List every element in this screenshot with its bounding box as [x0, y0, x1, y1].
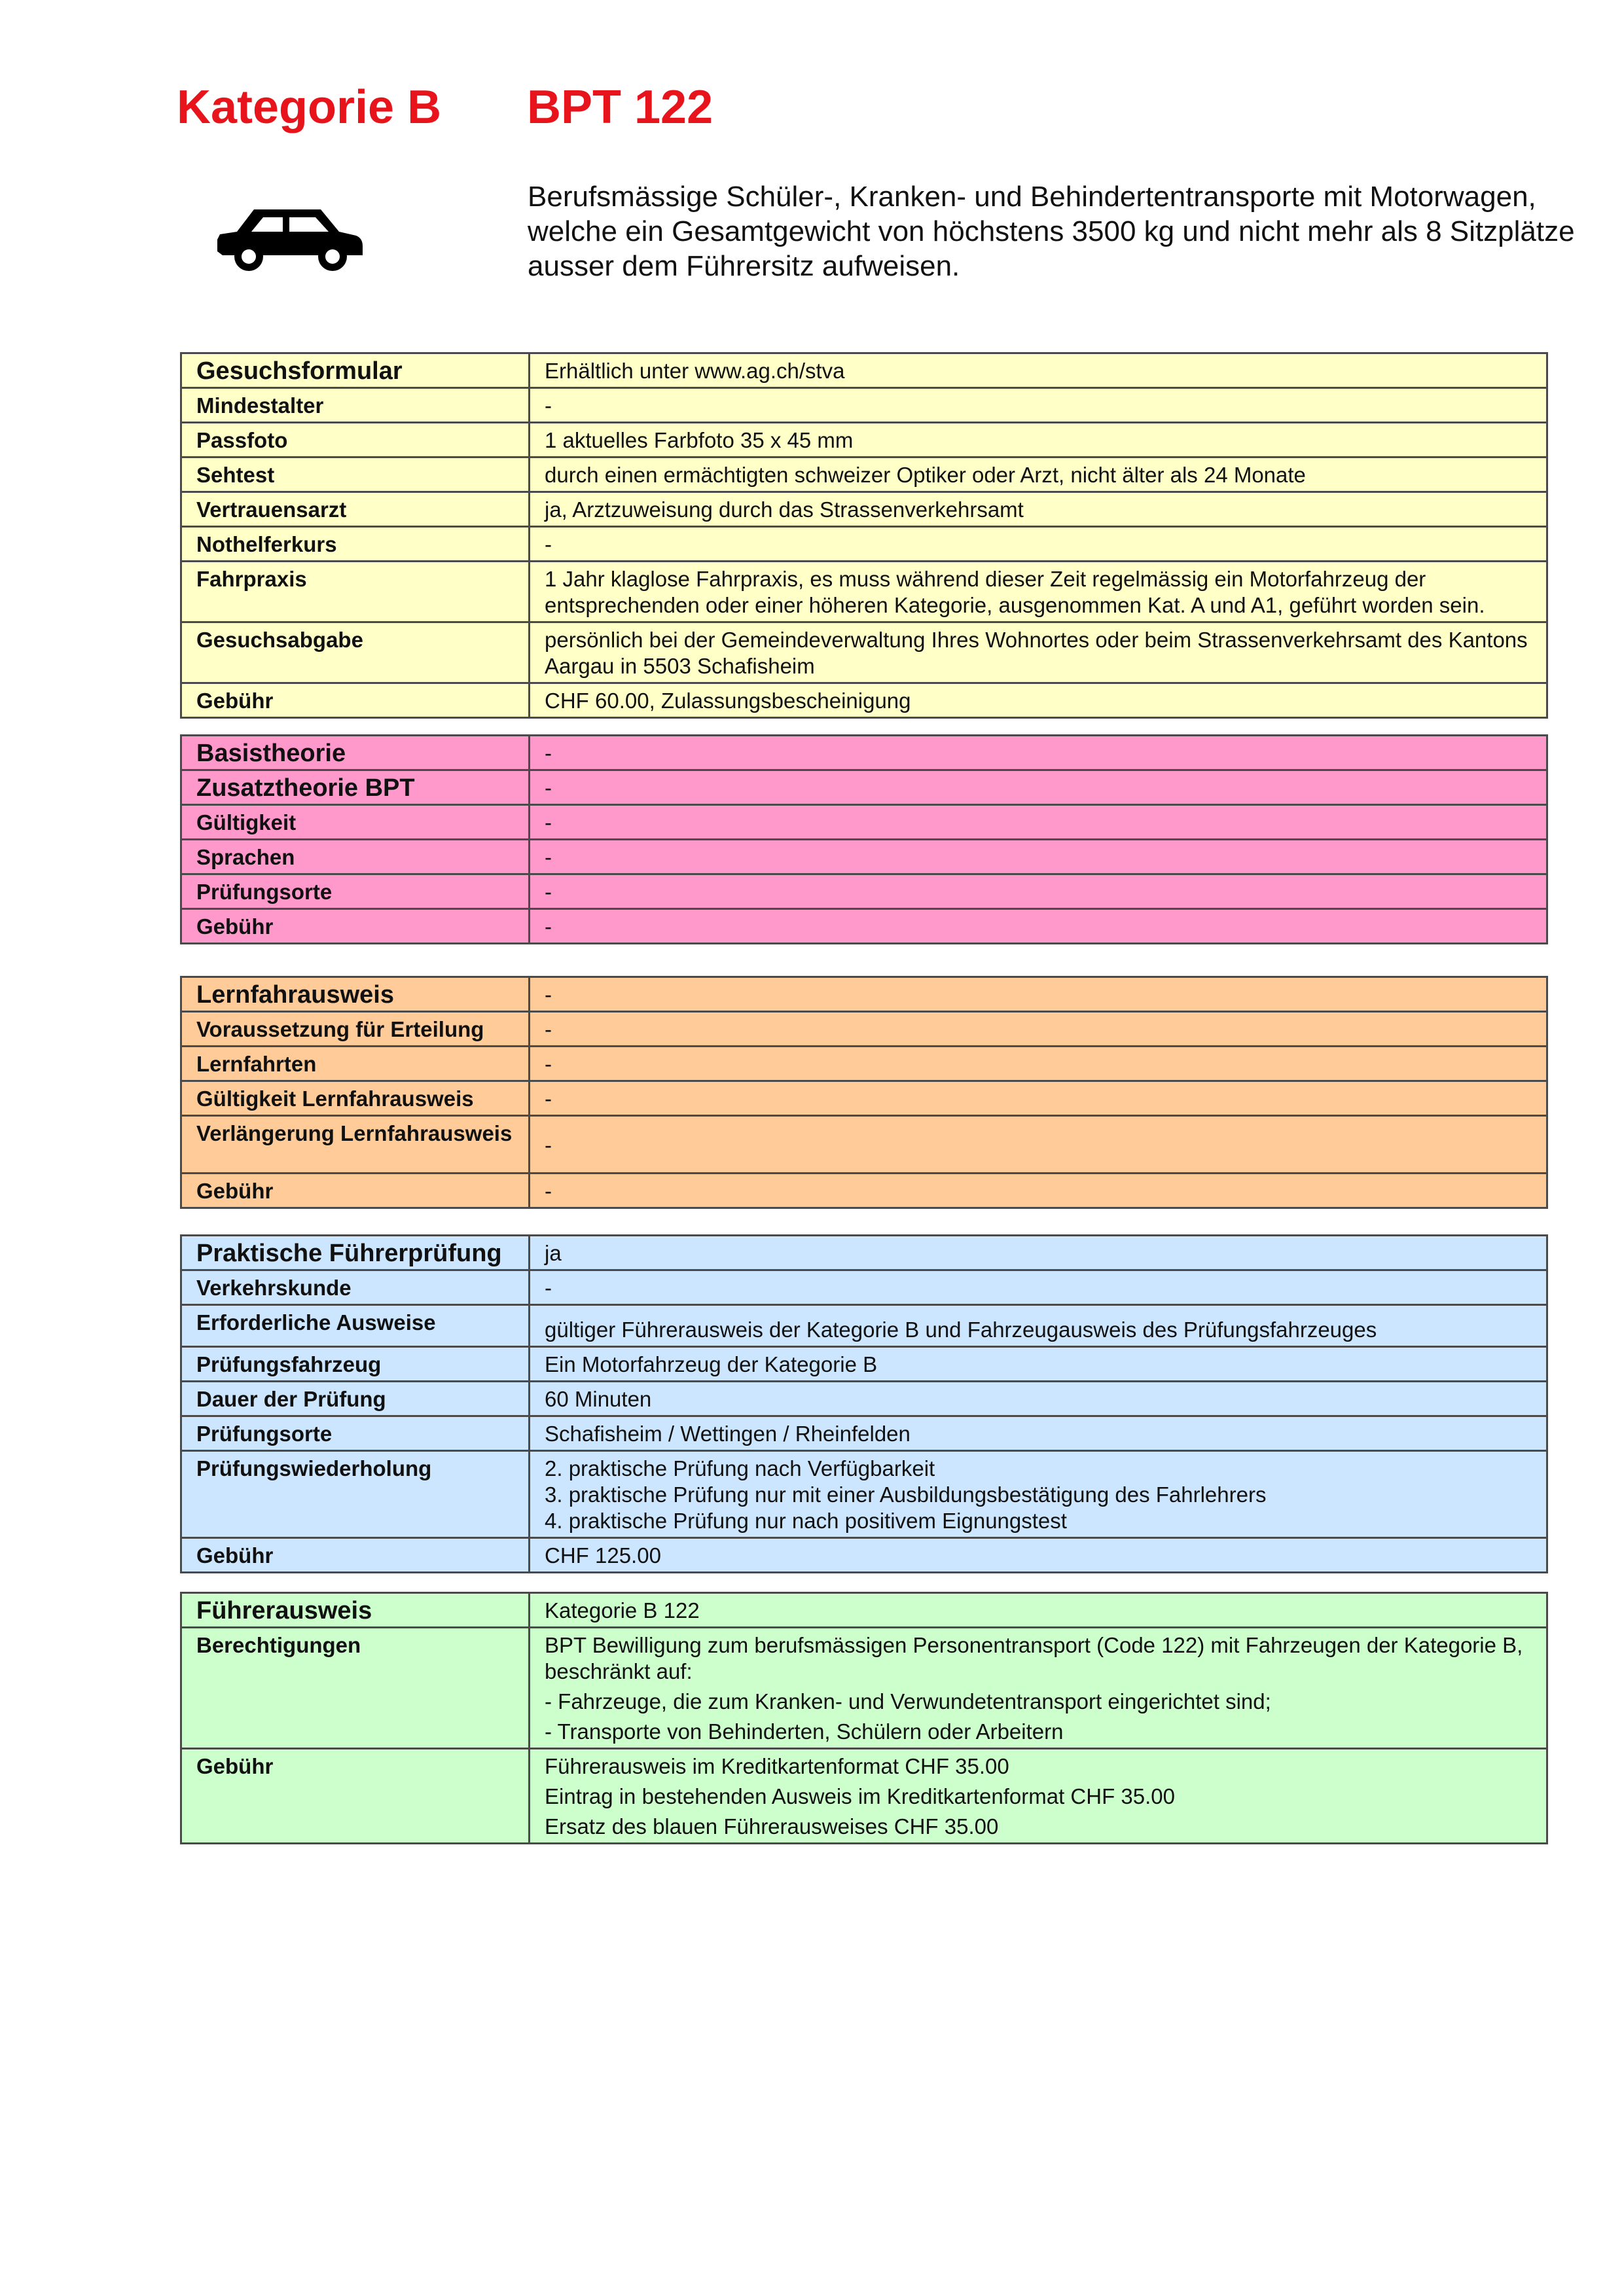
table-row — [181, 492, 1547, 527]
table-row — [181, 736, 1547, 770]
table-row — [181, 874, 1547, 909]
row-label: Basistheorie — [181, 736, 530, 770]
row-value: - — [530, 1012, 1547, 1047]
table-row — [181, 805, 1547, 840]
value-line: - Transporte von Behinderten, Schülern oder Arbeitern — [545, 1719, 1064, 1744]
learner-permit-table — [180, 976, 1548, 1209]
table-row — [181, 388, 1547, 423]
row-label: Mindestalter — [181, 388, 530, 423]
row-value: - — [530, 1116, 1547, 1174]
row-value: CHF 60.00, Zulassungsbescheinigung — [530, 683, 1547, 718]
application-table — [180, 352, 1548, 719]
row-label: Berechtigungen — [181, 1628, 530, 1749]
row-label: Voraussetzung für Erteilung — [181, 1012, 530, 1047]
row-label: Prüfungsfahrzeug — [181, 1347, 530, 1382]
table-row — [181, 562, 1547, 622]
row-label: Gültigkeit — [181, 805, 530, 840]
row-label: Gesuchsformular — [181, 353, 530, 388]
row-value: persönlich bei der Gemeindeverwaltung Ihres Wohnortes oder beim Strassenverkehrsamt des Kantons Aargau in 5503 Schafisheim — [530, 622, 1547, 683]
value-line: Führerausweis im Kreditkartenformat CHF 35.00 — [545, 1754, 1009, 1778]
table-row — [181, 457, 1547, 492]
row-label: Verlängerung Lernfahrausweis — [181, 1116, 530, 1174]
table-row — [181, 1628, 1547, 1749]
license-table — [180, 1592, 1548, 1844]
row-value: 1 Jahr klaglose Fahrpraxis, es muss während dieser Zeit regelmässig ein Motorfahrzeug der entsprechenden oder einer höheren Kategorie, ausgenommen Kat. A und A1, geführt worden sein. — [530, 562, 1547, 622]
row-value: ja — [530, 1236, 1547, 1270]
table-row — [181, 1174, 1547, 1208]
row-value: Ein Motorfahrzeug der Kategorie B — [530, 1347, 1547, 1382]
table-row — [181, 1012, 1547, 1047]
car-icon — [211, 203, 368, 272]
value-line: Eintrag in bestehenden Ausweis im Kreditkartenformat CHF 35.00 — [545, 1784, 1175, 1808]
row-label: Gebühr — [181, 1174, 530, 1208]
row-value: Kategorie B 122 — [530, 1593, 1547, 1628]
row-label: Gesuchsabgabe — [181, 622, 530, 683]
row-label: Lernfahrausweis — [181, 977, 530, 1012]
row-value: durch einen ermächtigten schweizer Optiker oder Arzt, nicht älter als 24 Monate — [530, 457, 1547, 492]
table-row — [181, 977, 1547, 1012]
row-value: ja, Arztzuweisung durch das Strassenverkehrsamt — [530, 492, 1547, 527]
practical-exam-table — [180, 1234, 1548, 1573]
table-row — [181, 1047, 1547, 1081]
category-description: Berufsmässige Schüler-, Kranken- und Behindertentransporte mit Motorwagen, welche ein Gesamtgewicht von höchstens 3500 kg und nicht mehr als 8 Sitzplätze ausser dem Führersitz aufweisen. — [528, 181, 1575, 282]
table-row — [181, 527, 1547, 562]
row-value: Erhältlich unter www.ag.ch/stva — [530, 353, 1547, 388]
theory-table — [180, 734, 1548, 944]
row-label: Verkehrskunde — [181, 1270, 530, 1305]
row-label: Fahrpraxis — [181, 562, 530, 622]
row-value: - — [530, 770, 1547, 805]
table-row — [181, 840, 1547, 874]
row-value: - — [530, 840, 1547, 874]
row-value: - — [530, 1047, 1547, 1081]
table-row — [181, 909, 1547, 944]
row-label: Dauer der Prüfung — [181, 1382, 530, 1416]
table-row — [181, 423, 1547, 457]
row-value: 60 Minuten — [530, 1382, 1547, 1416]
value-line: 4. praktische Prüfung nur nach positivem Eignungstest — [545, 1509, 1067, 1533]
row-value: - — [530, 527, 1547, 562]
table-row — [181, 1116, 1547, 1174]
row-label: Lernfahrten — [181, 1047, 530, 1081]
row-label: Prüfungsorte — [181, 1416, 530, 1451]
row-label: Vertrauensarzt — [181, 492, 530, 527]
table-row — [181, 1382, 1547, 1416]
row-value — [530, 1628, 1547, 1749]
row-label: Zusatztheorie BPT — [181, 770, 530, 805]
table-row — [181, 1347, 1547, 1382]
table-row — [181, 1270, 1547, 1305]
table-row — [181, 622, 1547, 683]
row-label: Gebühr — [181, 1749, 530, 1844]
row-label: Prüfungswiederholung — [181, 1451, 530, 1538]
row-value: CHF 125.00 — [530, 1538, 1547, 1573]
table-row — [181, 683, 1547, 718]
row-value: - — [530, 909, 1547, 944]
row-label: Gebühr — [181, 909, 530, 944]
row-value: - — [530, 805, 1547, 840]
row-value: - — [530, 1081, 1547, 1116]
value-line: - Fahrzeuge, die zum Kranken- und Verwundetentransport eingerichtet sind; — [545, 1689, 1271, 1713]
table-row — [181, 1416, 1547, 1451]
row-label: Gebühr — [181, 683, 530, 718]
row-value: gültiger Führerausweis der Kategorie B und Fahrzeugausweis des Prüfungsfahrzeuges — [530, 1305, 1547, 1347]
row-label: Führerausweis — [181, 1593, 530, 1628]
code-title: BPT 122 — [527, 81, 713, 134]
table-row — [181, 1749, 1547, 1844]
table-row — [181, 1305, 1547, 1347]
value-line: Ersatz des blauen Führerausweises CHF 35.00 — [545, 1814, 999, 1839]
table-row — [181, 1538, 1547, 1573]
category-title: Kategorie B — [177, 81, 442, 134]
row-value: - — [530, 977, 1547, 1012]
row-label: Gebühr — [181, 1538, 530, 1573]
table-row — [181, 1593, 1547, 1628]
row-value — [530, 1749, 1547, 1844]
row-label: Nothelferkurs — [181, 527, 530, 562]
table-row — [181, 770, 1547, 805]
row-label: Sehtest — [181, 457, 530, 492]
row-label: Erforderliche Ausweise — [181, 1305, 530, 1347]
row-label: Prüfungsorte — [181, 874, 530, 909]
row-value — [530, 1451, 1547, 1538]
row-label: Praktische Führerprüfung — [181, 1236, 530, 1270]
row-label: Passfoto — [181, 423, 530, 457]
row-value: Schafisheim / Wettingen / Rheinfelden — [530, 1416, 1547, 1451]
table-row — [181, 353, 1547, 388]
row-value: - — [530, 736, 1547, 770]
row-value: - — [530, 388, 1547, 423]
row-value: - — [530, 1174, 1547, 1208]
value-line: 3. praktische Prüfung nur mit einer Ausbildungsbestätigung des Fahrlehrers — [545, 1482, 1267, 1507]
row-value: - — [530, 874, 1547, 909]
row-value: 1 aktuelles Farbfoto 35 x 45 mm — [530, 423, 1547, 457]
value-line: 2. praktische Prüfung nach Verfügbarkeit — [545, 1456, 935, 1480]
row-value: - — [530, 1270, 1547, 1305]
table-row — [181, 1081, 1547, 1116]
table-row — [181, 1236, 1547, 1270]
table-row — [181, 1451, 1547, 1538]
value-line: BPT Bewilligung zum berufsmässigen Personentransport (Code 122) mit Fahrzeugen der Kategorie B, beschränkt auf: — [545, 1633, 1523, 1683]
row-label: Sprachen — [181, 840, 530, 874]
row-label: Gültigkeit Lernfahrausweis — [181, 1081, 530, 1116]
